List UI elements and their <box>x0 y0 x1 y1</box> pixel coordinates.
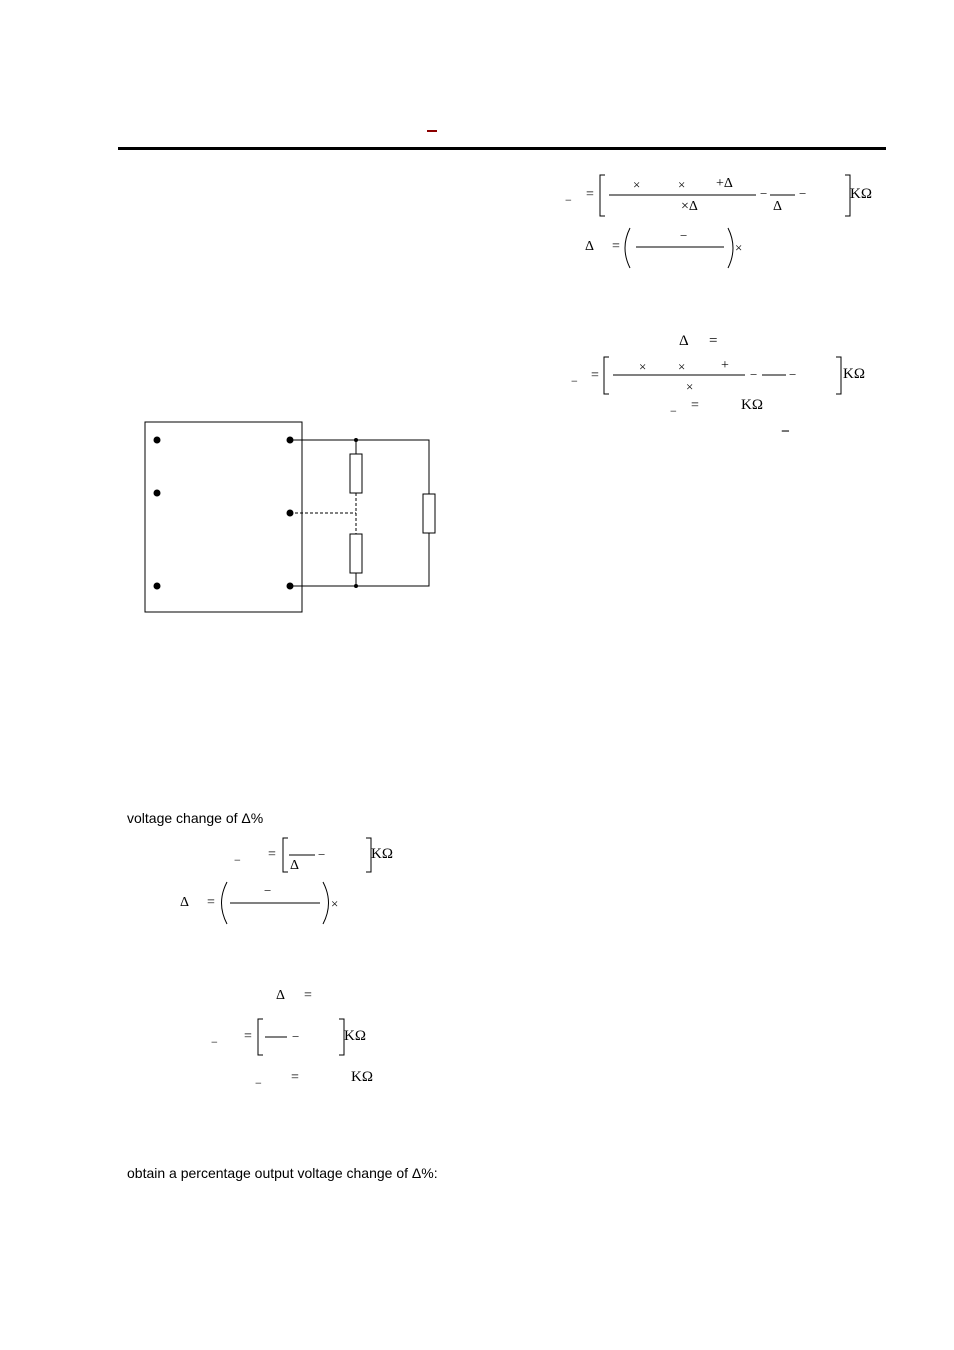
r1-left-bracket <box>600 175 605 216</box>
l5-unit: KΩ <box>351 1069 373 1085</box>
r2-times: × <box>735 240 743 255</box>
l1-minus-b: − <box>318 847 326 862</box>
l2-minus: − <box>264 883 272 898</box>
l4-minus: − <box>211 1035 218 1049</box>
l4-equals: = <box>244 1029 252 1044</box>
r4-equals: = <box>591 368 599 383</box>
r4-times-b: × <box>678 359 686 374</box>
r4-minus-b: − <box>750 367 758 382</box>
l4-right-bracket <box>339 1019 344 1055</box>
l2-left-paren <box>222 882 228 924</box>
l1-delta: Δ <box>290 858 300 873</box>
l4-minus-b: − <box>292 1029 300 1044</box>
r4-left-bracket <box>604 357 609 394</box>
l3-delta: Δ <box>276 988 286 1003</box>
load-resistor <box>423 494 435 533</box>
r1-plus-delta: +Δ <box>716 176 733 191</box>
l1-right-bracket <box>366 838 371 872</box>
l1-unit: KΩ <box>371 846 393 862</box>
terminal-dot-left-top <box>154 437 161 444</box>
l2-equals: = <box>207 895 215 910</box>
r1-right-bracket <box>845 175 850 216</box>
resistor-lower <box>350 534 362 573</box>
r4-times-c: × <box>686 379 694 394</box>
r1-times-delta: ×Δ <box>681 199 698 214</box>
r3-equals: = <box>709 333 718 349</box>
r1-minus-b: − <box>760 186 768 201</box>
r1-minus: − <box>565 193 572 207</box>
junction-dot-bottom <box>354 584 358 588</box>
r2-delta: Δ <box>585 239 595 254</box>
l1-equals: = <box>268 847 276 862</box>
r1-times-b: × <box>678 177 686 192</box>
terminal-dot-right-bottom <box>287 583 294 590</box>
l5-equals: = <box>291 1070 299 1085</box>
percentage-caption: obtain a percentage output voltage change of Δ%: <box>127 1165 438 1181</box>
r5-unit: KΩ <box>741 397 763 413</box>
r2-right-paren <box>728 228 733 268</box>
r2-left-paren <box>625 228 630 268</box>
l2-delta: Δ <box>180 895 190 910</box>
terminal-dot-left-bottom <box>154 583 161 590</box>
r4-minus-c: − <box>789 367 797 382</box>
r5-equals: = <box>691 398 699 413</box>
r4-times-a: × <box>639 359 647 374</box>
r3-delta: Δ <box>679 333 689 349</box>
l4-left-bracket <box>258 1019 263 1055</box>
r1-minus-d: − <box>799 186 807 201</box>
l1-minus: − <box>234 853 241 867</box>
voltage-change-caption: voltage change of Δ% <box>127 810 264 826</box>
l2-right-paren <box>323 882 329 924</box>
terminal-dot-right-top <box>287 437 294 444</box>
r5-minus: − <box>670 404 677 418</box>
r1-delta: Δ <box>773 199 783 214</box>
l4-unit: KΩ <box>344 1028 366 1044</box>
r1-unit: KΩ <box>850 186 872 202</box>
r6-minus: − <box>781 423 790 440</box>
l1-left-bracket <box>283 838 288 872</box>
r2-equals: = <box>612 239 620 254</box>
r1-equals: = <box>586 187 594 202</box>
terminal-dot-left-mid <box>154 490 161 497</box>
r4-minus: − <box>571 374 578 388</box>
junction-dot-top <box>354 438 358 442</box>
r4-plus: + <box>721 358 729 373</box>
r1-times-a: × <box>633 177 641 192</box>
r4-unit: KΩ <box>843 366 865 382</box>
regulator-box <box>145 422 302 612</box>
r4-right-bracket <box>836 357 841 394</box>
terminal-dot-right-mid <box>287 510 294 517</box>
l5-minus: − <box>255 1076 262 1090</box>
l2-times: × <box>331 896 339 911</box>
r2-minus: − <box>680 228 688 243</box>
resistor-upper <box>350 454 362 493</box>
l3-equals: = <box>304 988 312 1003</box>
